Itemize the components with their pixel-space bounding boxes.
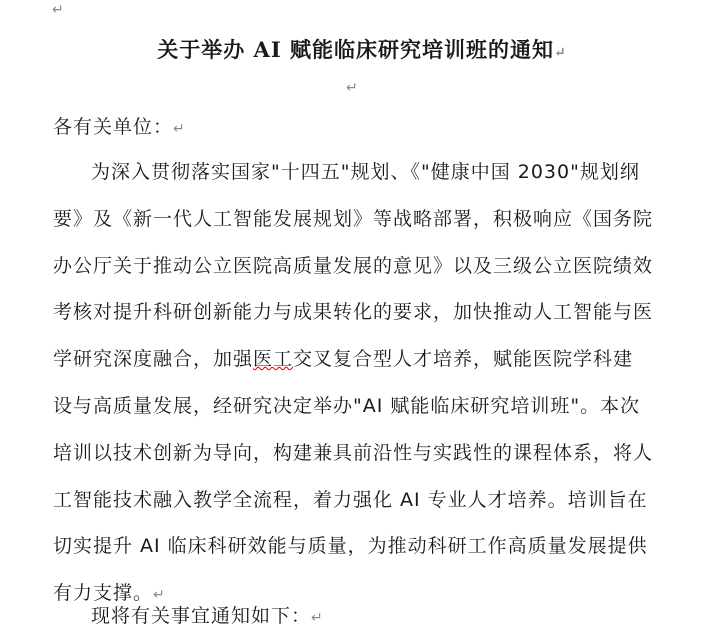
paragraph-mark-icon: ↵: [346, 80, 358, 96]
spellcheck-flagged-word[interactable]: 医工: [253, 348, 294, 371]
closing-text: 现将有关事宜通知如下：: [91, 605, 312, 627]
document-title: [0, 34, 724, 64]
body-paragraph: [53, 149, 653, 619]
paragraph-mark-icon: ↵: [173, 121, 186, 137]
body-text-part1: 为深入贯彻落实国家"十四五"规划、《"健康中国 2030"规划纲要》及《新一代人工智能发展规划》等战略部署，积极响应《国务院办公厅关于推动公立医院高质量发展的意见》以及三级公立医院绩效考核对提升科研创新能力与成果转化的要求，加快推动人工智能与医学研究深度融合，加强: [53, 161, 654, 371]
title-text: 关于举办 AI 赋能临床研究培训班的通知: [157, 37, 554, 62]
paragraph-mark-icon: ↵: [52, 2, 64, 18]
body-text-part2: 交叉复合型人才培养，赋能医院学科建设与高质量发展，经研究决定举办"AI 赋能临床研究培训班"。本次培训以技术创新为导向，构建兼具前沿性与实践性的课程体系，将人工智能技术融入教学全流程，着力强化 AI 专业人才培养。培训旨在切实提升 AI 临床科研效能与质量，为推动科研工作高质量发展提供有力支撑。: [53, 348, 654, 605]
closing-paragraph: [53, 601, 653, 628]
salutation-text: 各有关单位：: [53, 116, 174, 138]
salutation: [53, 112, 186, 139]
paragraph-mark-icon: ↵: [554, 45, 567, 61]
paragraph-mark-icon: ↵: [153, 587, 166, 604]
paragraph-mark-icon: ↵: [311, 610, 324, 626]
